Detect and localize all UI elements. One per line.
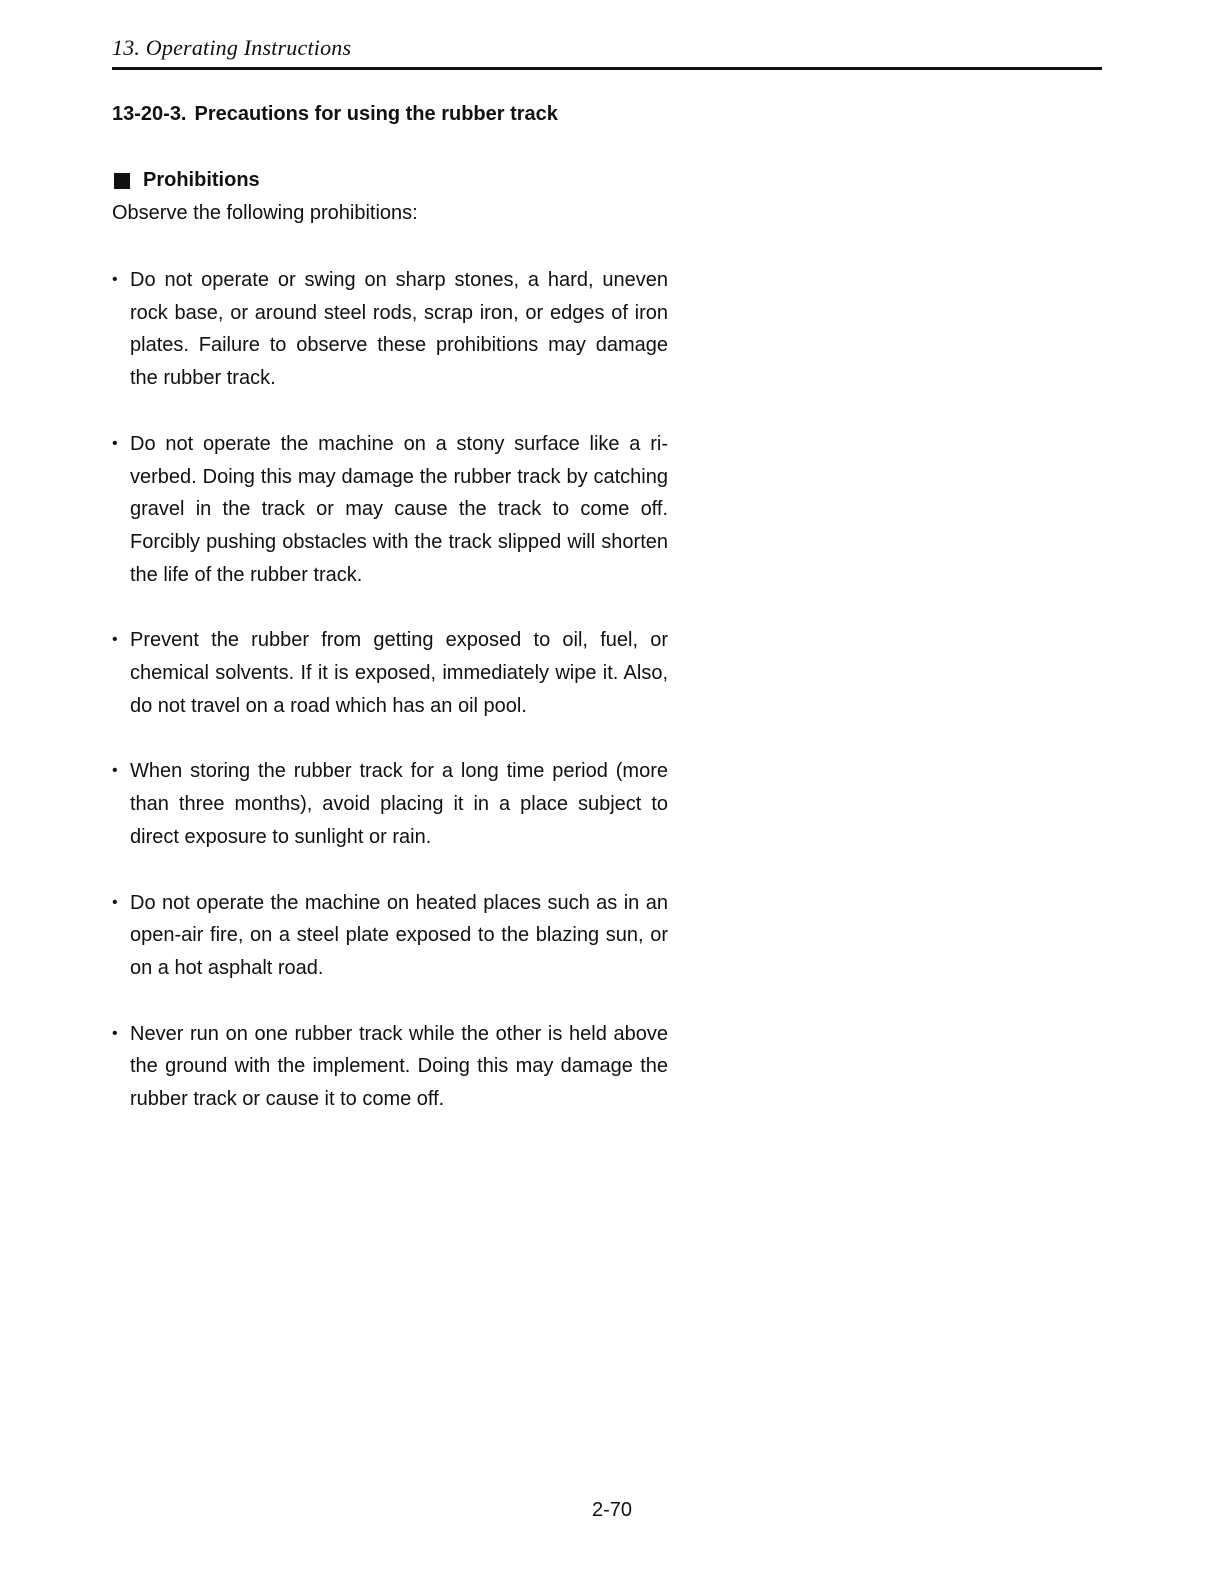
bullet-icon: • <box>112 434 118 452</box>
subheading <box>112 169 260 192</box>
section-title <box>112 103 558 126</box>
list-item-text: When storing the rubber track for a long time period (more than three months), avoid placing it in a place subject to direct exposure to sunlight or rain. <box>130 760 668 848</box>
list-item <box>112 1018 668 1116</box>
list-item-text: Do not operate the machine on heated places such as in an open-air fire, on a steel plate exposed to the blazing sun, or on a hot asphalt road. <box>130 891 668 979</box>
section-title-text: Precautions for using the rubber track <box>194 103 558 125</box>
black-square-icon <box>114 173 130 189</box>
list-item <box>112 264 668 395</box>
prohibitions-list <box>112 264 668 1149</box>
section-number: 13-20-3. <box>112 103 187 125</box>
list-item <box>112 428 668 592</box>
bullet-icon: • <box>112 893 118 911</box>
bullet-icon: • <box>112 271 118 288</box>
list-item <box>112 624 668 722</box>
list-item-text: Never run on one rubber track while the other is held above the ground with the implement. Doing this may damage the rubber track or cause it to come off. <box>130 1022 668 1111</box>
list-item-text: Do not operate the machine on a stony surface like a riverbed. Doing this may damage the rubber track by catching gravel in the track or may cause the track to come off. Forcibly pushing obstacles with the track slipped will shorten the life of the rubber track. <box>130 432 668 586</box>
page-number: 2-70 <box>591 1499 633 1521</box>
list-item <box>112 755 668 853</box>
bullet-icon: • <box>112 631 118 649</box>
list-item <box>112 887 668 985</box>
subheading-label: Prohibitions <box>143 169 260 191</box>
list-item-text: Do not operate or swing on sharp stones, a hard, uneven rock base, or around steel rods, scrap iron, or edges of iron plates. Failure to observe these prohibitions may damage the rubber track. <box>130 269 668 390</box>
bullet-icon: • <box>112 762 118 780</box>
intro-text: Observe the following prohibitions: <box>112 202 418 224</box>
running-header-title: 13. Operating Instructions <box>112 35 352 60</box>
list-item-text: Prevent the rubber from getting exposed to oil, fuel, or chemical solvents. If it is exposed, immediately wipe it. Also, do not travel on a road which has an oil pool. <box>130 629 668 717</box>
bullet-icon: • <box>112 1024 118 1042</box>
running-header <box>112 33 1102 70</box>
